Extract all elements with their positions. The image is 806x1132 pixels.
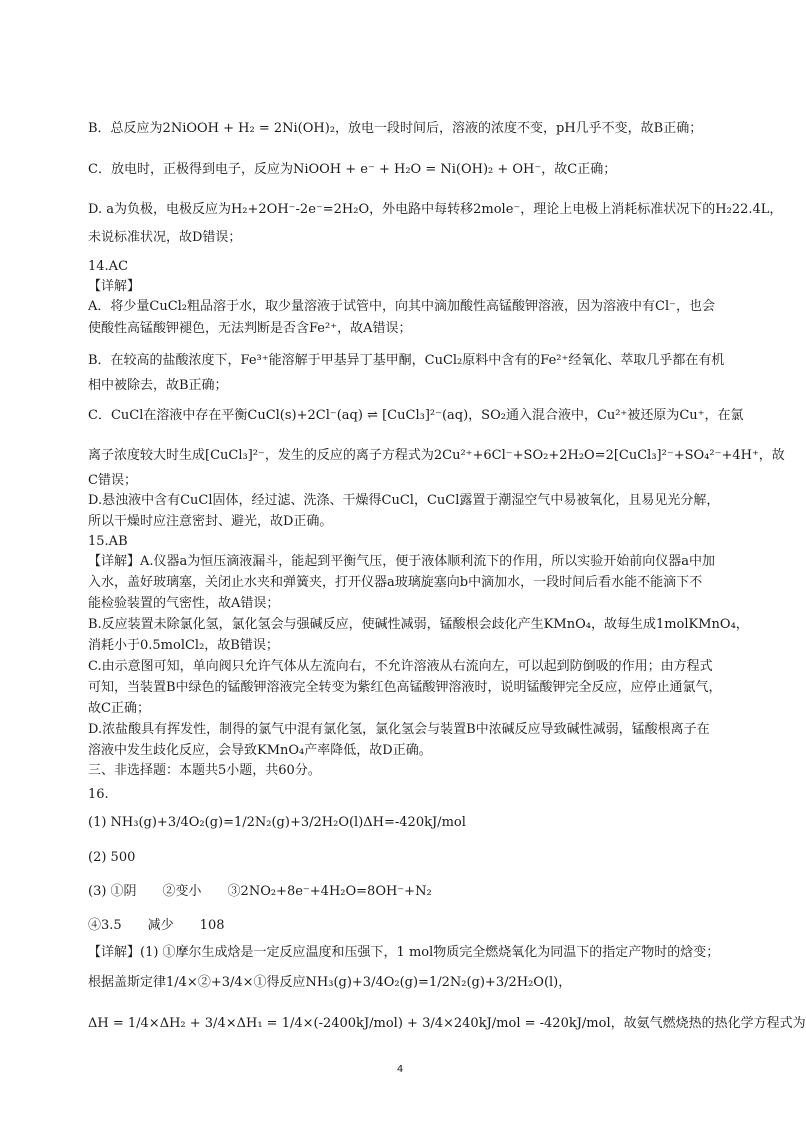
q16-detail-line3: ΔH = 1/4×ΔH₂ + 3/4×ΔH₁ = 1/4×(-2400kJ/mol) + 3/4×240kJ/mol = -420kJ/mol，故氨气燃烧热的热化学方程式为 — [88, 1016, 806, 1031]
q15-option-a-line2: 入水，盖好玻璃塞，关闭止水夹和弹簧夹，打开仪器a玻璃旋塞向b中滴加水，一段时间后看水能不能滴下不 — [88, 575, 703, 590]
q15-option-a-line3: 能检验装置的气密性，故A错误； — [88, 596, 280, 611]
q14-option-a-line2: 使酸性高锰酸钾褪色，无法判断是否含Fe²⁺，故A错误； — [88, 321, 412, 336]
q15-option-c-line1: C.由示意图可知，单向阀只允许气体从左流向右，不允许溶液从右流向左，可以起到防倒吸的作用；由方程式 — [88, 659, 713, 674]
q14-option-b-line2: 相中被除去，故B正确； — [88, 378, 228, 393]
q14-option-b-line1: B．在较高的盐酸浓度下，Fe³⁺能溶解于甲基异丁基甲酮，CuCl₂原料中含有的Fe²⁺经氧化、萃取几乎都在有机 — [88, 353, 725, 368]
q13-option-d-line1: D. a为负极，电极反应为H₂+2OH⁻-2e⁻=2H₂O，外电路中每转移2mole⁻，理论上电极上消耗标准状况下的H₂22.4L， — [88, 202, 783, 217]
q13-option-b: B．总反应为2NiOOH + H₂ = 2Ni(OH)₂，放电一段时间后，溶液的浓度不变，pH几乎不变，故B正确； — [88, 121, 703, 136]
q16-answer-1: (1) NH₃(g)+3/4O₂(g)=1/2N₂(g)+3/2H₂O(l)ΔH=-420kJ/mol — [88, 815, 466, 830]
q14-option-d-line2: 所以干燥时应注意密封、避光，故D正确。 — [88, 514, 333, 529]
q16-answer-4: ④3.5 减少 108 — [88, 918, 225, 933]
page-number: 4 — [396, 1064, 404, 1075]
q14-option-c-line3: C错误； — [88, 473, 137, 488]
q14-detail-label: 【详解】 — [88, 279, 141, 294]
q15-option-b-line1: B.反应装置未除氯化氢，氯化氢会与强碱反应，使碱性减弱，锰酸根会歧化产生KMnO₄，故每生成1molKMnO₄， — [88, 617, 749, 632]
q15-option-c-line2: 可知，当装置B中绿色的锰酸钾溶液完全转变为紫红色高锰酸钾溶液时，说明锰酸钾完全反应，应停止通氯气， — [88, 680, 722, 695]
q15-option-a-line1: 【详解】A.仪器a为恒压滴液漏斗，能起到平衡气压，便于液体顺利流下的作用，所以实验开始前向仪器a中加 — [88, 554, 716, 569]
q14-option-c-line1: C．CuCl在溶液中存在平衡CuCl(s)+2Cl⁻(aq) ⇌ [CuCl₃]²⁻(aq)，SO₂通入混合液中，Cu²⁺被还原为Cu⁺，在氯 — [88, 408, 744, 423]
q16-detail-line1: 【详解】(1) ①摩尔生成焓是一定反应温度和压强下，1 mol物质完全燃烧氧化为同温下的指定产物时的焓变； — [88, 945, 720, 960]
section-heading: 三、非选择题：本题共5小题，共60分。 — [88, 763, 321, 778]
q14-option-d-line1: D.悬浊液中含有CuCl固体，经过滤、洗涤、干燥得CuCl，CuCl露置于潮湿空气中易被氧化，且易见光分解， — [88, 493, 720, 508]
q14-option-c-line2: 离子浓度较大时生成[CuCl₃]²⁻，发生的反应的离子方程式为2Cu²⁺+6Cl⁻+SO₂+2H₂O=2[CuCl₃]²⁻+SO₄²⁻+4H⁺，故 — [88, 448, 785, 463]
q15-option-c-line3: 故C正确； — [88, 701, 150, 716]
q13-option-c: C．放电时，正极得到电子，反应为NiOOH + e⁻ + H₂O = Ni(OH)₂ + OH⁻，故C正确； — [88, 162, 617, 177]
q16-answer-2: (2) 500 — [88, 850, 136, 865]
q14-option-a-line1: A．将少量CuCl₂粗品溶于水，取少量溶液于试管中，向其中滴加酸性高锰酸钾溶液，因为溶液中有Cl⁻，也会 — [88, 299, 715, 314]
q15-option-d-line2: 溶液中发生歧化反应，会导致KMnO₄产率降低，故D正确。 — [88, 743, 432, 758]
q15-option-d-line1: D.浓盐酸具有挥发性，制得的氯气中混有氯化氢，氯化氢会与装置B中浓碱反应导致碱性减弱，锰酸根离子在 — [88, 722, 710, 737]
q16-number: 16. — [88, 787, 109, 802]
q13-option-d-line2: 未说标准状况，故D错误； — [88, 230, 242, 245]
q15-option-b-line2: 消耗小于0.5molCl₂，故B错误； — [88, 638, 279, 653]
q14-answer: 14.AC — [88, 259, 129, 274]
q16-answer-3: (3) ①阴 ②变小 ③2NO₂+8e⁻+4H₂O=8OH⁻+N₂ — [88, 884, 432, 899]
q15-answer: 15.AB — [88, 534, 128, 549]
q16-detail-line2: 根据盖斯定律1/4×②+3/4×①得反应NH₃(g)+3/4O₂(g)=1/2N₂(g)+3/2H₂O(l)， — [88, 975, 572, 990]
